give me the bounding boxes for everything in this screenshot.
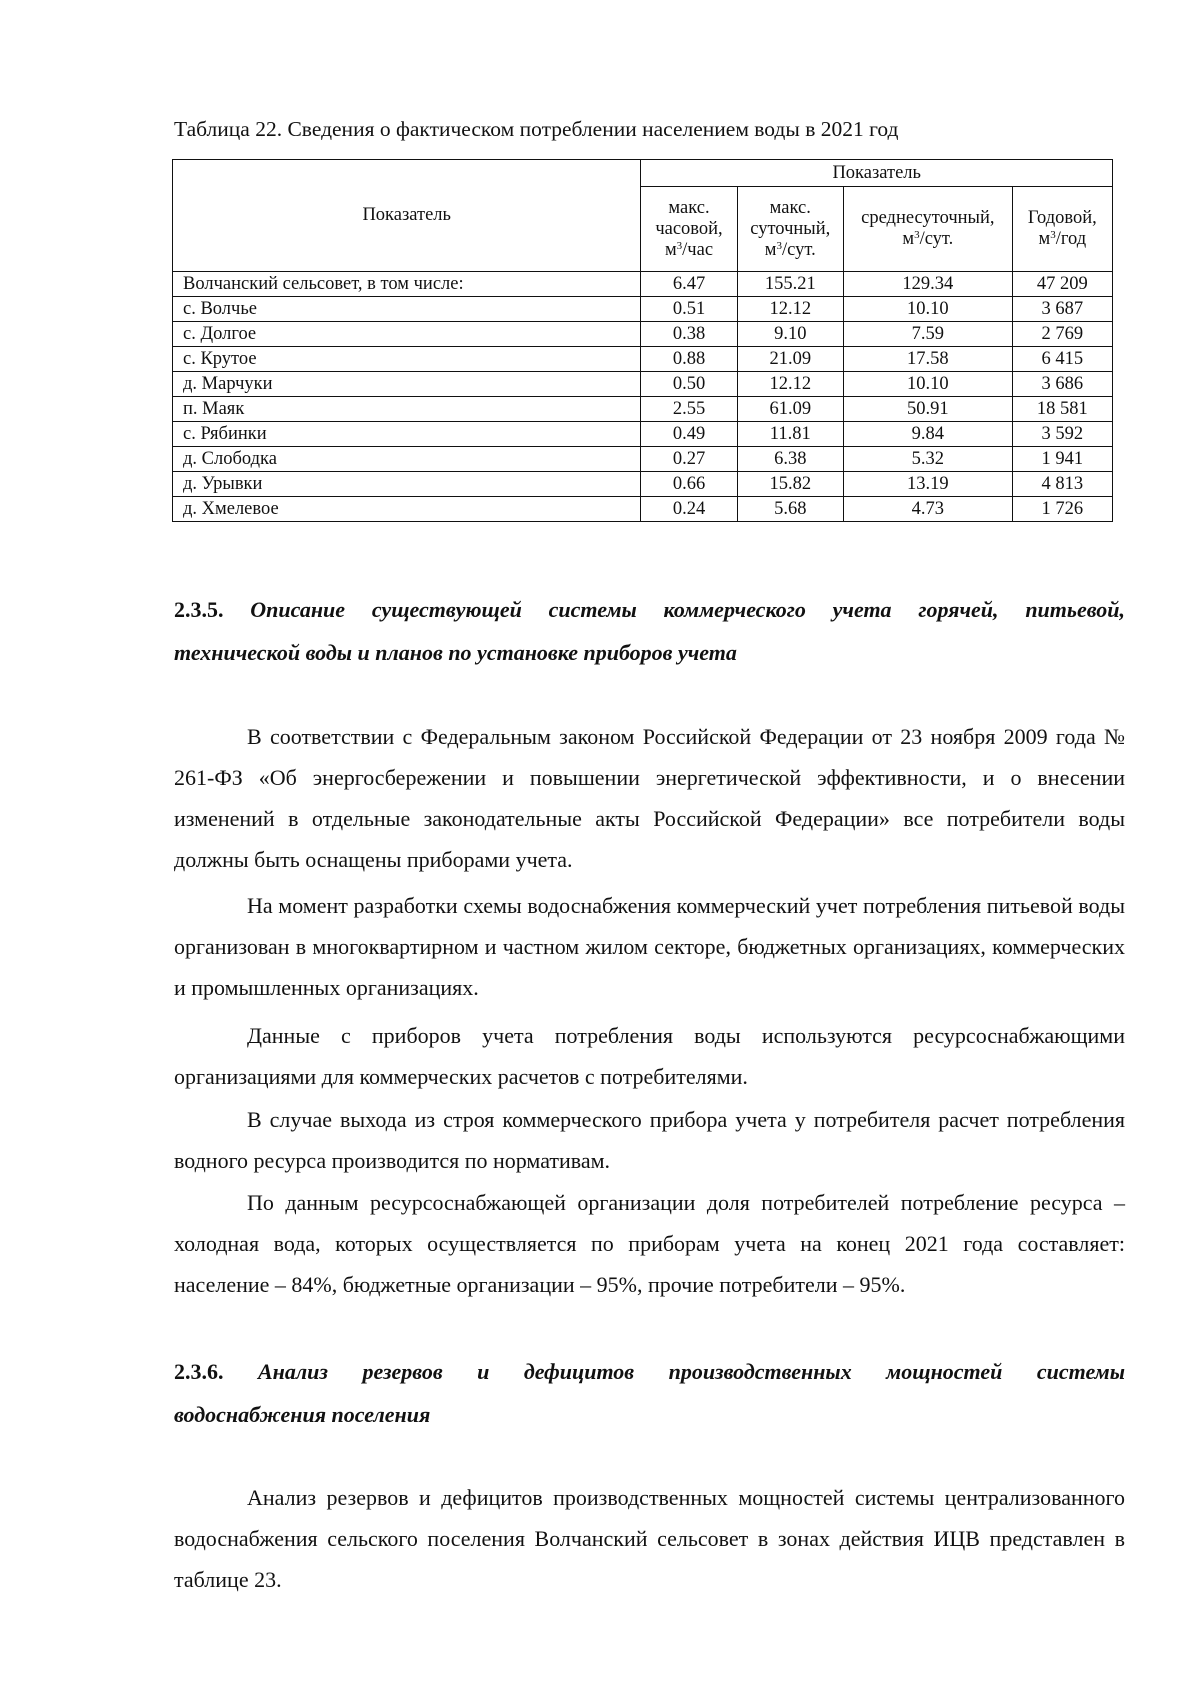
section-heading-2-3-6 xyxy=(174,1350,1125,1436)
table-row xyxy=(173,447,1113,472)
row-daily-avg-cell: 5.32 xyxy=(843,447,1012,472)
row-annual-cell: 1 941 xyxy=(1012,447,1112,472)
row-name-cell: с. Волчье xyxy=(173,297,641,322)
section-number: 2.3.5. xyxy=(174,597,224,622)
row-name-cell: с. Долгое xyxy=(173,322,641,347)
section-title-line2: технической воды и планов по установке приборов учета xyxy=(174,640,737,665)
header-annual: Годовой, $м^3$/год xyxy=(1012,187,1112,272)
row-daily-max-cell: 9.10 xyxy=(737,322,843,347)
row-name-cell: Волчанский сельсовет, в том числе: xyxy=(173,272,641,297)
paragraph-consumer-share: По данным ресурсоснабжающей организации доля потребителей потребление ресурса – холодная вода, которых осуществляется по приборам учета на конец 2021 года составляет: население – 84%, бюджетные организации – 95%, прочие потребители – 95%. xyxy=(174,1190,1125,1297)
section-title-line2: водоснабжения поселения xyxy=(174,1402,431,1427)
row-annual-cell: 47 209 xyxy=(1012,272,1112,297)
header-hourly-max: макс. часовой, $м^3$/час xyxy=(641,187,737,272)
row-daily-avg-cell: 10.10 xyxy=(843,297,1012,322)
paragraph-reserves-analysis: Анализ резервов и дефицитов производственных мощностей системы централизованного водоснабжения сельского поселения Волчанский сельсовет в зонах действия ИЦВ представлен в таблице 23. xyxy=(174,1485,1125,1592)
row-annual-cell: 3 686 xyxy=(1012,372,1112,397)
row-daily-avg-cell: 17.58 xyxy=(843,347,1012,372)
row-name-cell: д. Хмелевое xyxy=(173,497,641,522)
row-hourly-cell: 0.49 xyxy=(641,422,737,447)
row-name-cell: с. Рябинки xyxy=(173,422,641,447)
row-name-cell: п. Маяк xyxy=(173,397,641,422)
row-hourly-cell: 0.50 xyxy=(641,372,737,397)
row-annual-cell: 3 687 xyxy=(1012,297,1112,322)
table-row xyxy=(173,347,1113,372)
row-hourly-cell: 0.66 xyxy=(641,472,737,497)
section-number: 2.3.6. xyxy=(174,1359,224,1384)
table-row xyxy=(173,472,1113,497)
row-annual-cell: 18 581 xyxy=(1012,397,1112,422)
row-hourly-cell: 0.88 xyxy=(641,347,737,372)
table-body xyxy=(173,272,1113,522)
paragraph-meter-failure: В случае выхода из строя коммерческого прибора учета у потребителя расчет потребления водного ресурса производится по нормативам. xyxy=(174,1107,1125,1173)
header-group: Показатель xyxy=(641,160,1113,187)
paragraph-meter-data-usage: Данные с приборов учета потребления воды используются ресурсоснабжающими организациями для коммерческих расчетов с потребителями. xyxy=(174,1023,1125,1089)
row-daily-avg-cell: 9.84 xyxy=(843,422,1012,447)
row-annual-cell: 1 726 xyxy=(1012,497,1112,522)
row-hourly-cell: 0.38 xyxy=(641,322,737,347)
row-daily-max-cell: 21.09 xyxy=(737,347,843,372)
table-row xyxy=(173,272,1113,297)
row-daily-avg-cell: 7.59 xyxy=(843,322,1012,347)
row-hourly-cell: 0.51 xyxy=(641,297,737,322)
paragraph-federal-law: В соответствии с Федеральным законом Российской Федерации от 23 ноября 2009 года № 261-ФЗ «Об энергосбережении и повышении энергетической эффективности, и о внесении изменений в отдельные законодательные акты Российской Федерации» все потребители воды должны быть оснащены приборами учета. xyxy=(174,724,1125,872)
row-daily-max-cell: 6.38 xyxy=(737,447,843,472)
row-name-cell: д. Марчуки xyxy=(173,372,641,397)
table-row xyxy=(173,322,1113,347)
row-daily-max-cell: 12.12 xyxy=(737,297,843,322)
row-daily-max-cell: 12.12 xyxy=(737,372,843,397)
paragraph-metering-status: На момент разработки схемы водоснабжения коммерческий учет потребления питьевой воды организован в многоквартирном и частном жилом секторе, бюджетных организациях, коммерческих и промышленных организациях. xyxy=(174,893,1125,1000)
row-daily-max-cell: 5.68 xyxy=(737,497,843,522)
table-caption: Таблица 22. Сведения о фактическом потреблении населением воды в 2021 год xyxy=(174,117,899,141)
row-hourly-cell: 2.55 xyxy=(641,397,737,422)
header-daily-max: макс. суточный, $м^3$/сут. xyxy=(737,187,843,272)
table-row xyxy=(173,372,1113,397)
row-hourly-cell: 6.47 xyxy=(641,272,737,297)
table-row xyxy=(173,297,1113,322)
row-name-cell: с. Крутое xyxy=(173,347,641,372)
water-consumption-table xyxy=(172,159,1113,522)
row-annual-cell: 2 769 xyxy=(1012,322,1112,347)
row-annual-cell: 3 592 xyxy=(1012,422,1112,447)
section-title-line1: Описание существующей системы коммерческого учета горячей, питьевой, xyxy=(250,597,1125,622)
row-hourly-cell: 0.24 xyxy=(641,497,737,522)
section-heading-2-3-5 xyxy=(174,588,1125,674)
row-daily-avg-cell: 50.91 xyxy=(843,397,1012,422)
header-daily-avg: среднесуточный, $м^3$/сут. xyxy=(843,187,1012,272)
row-annual-cell: 6 415 xyxy=(1012,347,1112,372)
table-row xyxy=(173,497,1113,522)
header-indicator: Показатель xyxy=(173,160,641,272)
row-daily-avg-cell: 4.73 xyxy=(843,497,1012,522)
table-row xyxy=(173,422,1113,447)
row-daily-max-cell: 61.09 xyxy=(737,397,843,422)
table-row xyxy=(173,397,1113,422)
row-daily-max-cell: 155.21 xyxy=(737,272,843,297)
row-name-cell: д. Урывки xyxy=(173,472,641,497)
row-daily-max-cell: 15.82 xyxy=(737,472,843,497)
row-daily-avg-cell: 129.34 xyxy=(843,272,1012,297)
row-daily-max-cell: 11.81 xyxy=(737,422,843,447)
section-title-line1: Анализ резервов и дефицитов производственных мощностей системы xyxy=(257,1359,1125,1384)
row-name-cell: д. Слободка xyxy=(173,447,641,472)
row-daily-avg-cell: 13.19 xyxy=(843,472,1012,497)
row-annual-cell: 4 813 xyxy=(1012,472,1112,497)
row-hourly-cell: 0.27 xyxy=(641,447,737,472)
row-daily-avg-cell: 10.10 xyxy=(843,372,1012,397)
